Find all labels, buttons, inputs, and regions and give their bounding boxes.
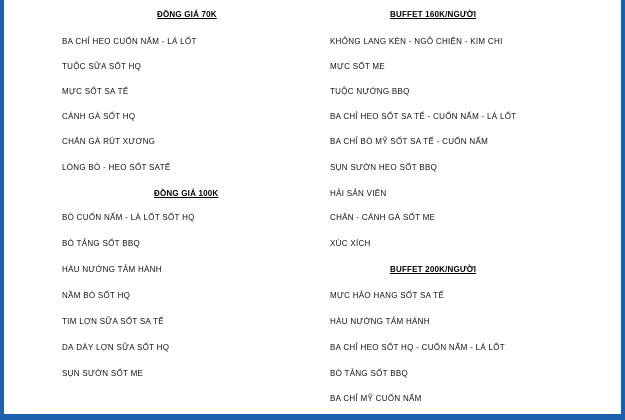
menu-item: HÀU NƯỚNG TẢM HÀNH: [330, 317, 430, 326]
menu-item: TUỘC NƯỚNG BBQ: [330, 87, 410, 96]
menu-item: BA CHỈ HEO SỐT SA TẾ - CUỐN NẤM - LÁ LỐT: [330, 112, 517, 121]
menu-item: CHÂN - CÁNH GÀ SỐT ME: [330, 213, 436, 222]
menu-item: DẠ DÀY LỢN SỮA SỐT HQ: [62, 343, 170, 352]
section-heading-buffet-200k: BUFFET 200K/NGƯỜI: [390, 265, 477, 274]
menu-item: BA CHỈ MỸ CUỐN NẤM: [330, 394, 422, 403]
menu-item: SỤN SƯỜN HEO SỐT BBQ: [330, 163, 438, 172]
menu-item: BA CHỈ BÒ MỸ SỐT SA TẾ - CUỐN NẤM: [330, 137, 489, 146]
menu-item: MỰC SỐT SA TẾ: [62, 87, 129, 96]
menu-item: NẦM BÒ SỐT HQ: [62, 291, 131, 300]
section-heading-dong-gia-70k: ĐỒNG GIÁ 70K: [157, 10, 217, 19]
section-heading-buffet-160k: BUFFET 160K/NGƯỜI: [390, 10, 477, 19]
menu-item: BÒ CUỐN NẤM - LÁ LỐT SỐT HQ: [62, 213, 195, 222]
menu-item: HÀU NƯỚNG TẢM HÀNH: [62, 265, 162, 274]
menu-item: BA CHỈ HEO SỐT HQ - CUỐN NẤM - LÁ LỐT: [330, 343, 505, 352]
menu-item: BÒ TẢNG SỐT BBQ: [330, 369, 408, 378]
menu-item: HẢI SẢN VIÊN: [330, 189, 387, 198]
section-heading-dong-gia-100k: ĐỒNG GIÁ 100K: [154, 189, 219, 198]
menu-item: LÒNG BÒ - HEO SỐT SATẾ: [62, 163, 171, 172]
menu-item: MỰC SỐT ME: [330, 62, 386, 71]
menu-item: SỤN SƯỜN SỐT ME: [62, 369, 144, 378]
menu-item: XÚC XÍCH: [330, 239, 371, 248]
menu-item: CÁNH GÀ SỐT HQ: [62, 112, 136, 121]
menu-item: BA CHỈ HEO CUỐN NẤM - LÁ LỐT: [62, 37, 197, 46]
menu-item: CHÂN GÀ RÚT XƯƠNG: [62, 137, 156, 146]
menu-item: TUỘC SỮA SỐT HQ: [62, 62, 142, 71]
menu-item: KHÔNG LANG KÈN - NGÔ CHIÊN - KIM CHI: [330, 37, 503, 46]
menu-item: TIM LỢN SỮA SỐT SA TẾ: [62, 317, 164, 326]
menu-item: BÒ TẢNG SỐT BBQ: [62, 239, 140, 248]
menu-item: MỰC HẢO HẠNG SỐT SA TẾ: [330, 291, 445, 300]
